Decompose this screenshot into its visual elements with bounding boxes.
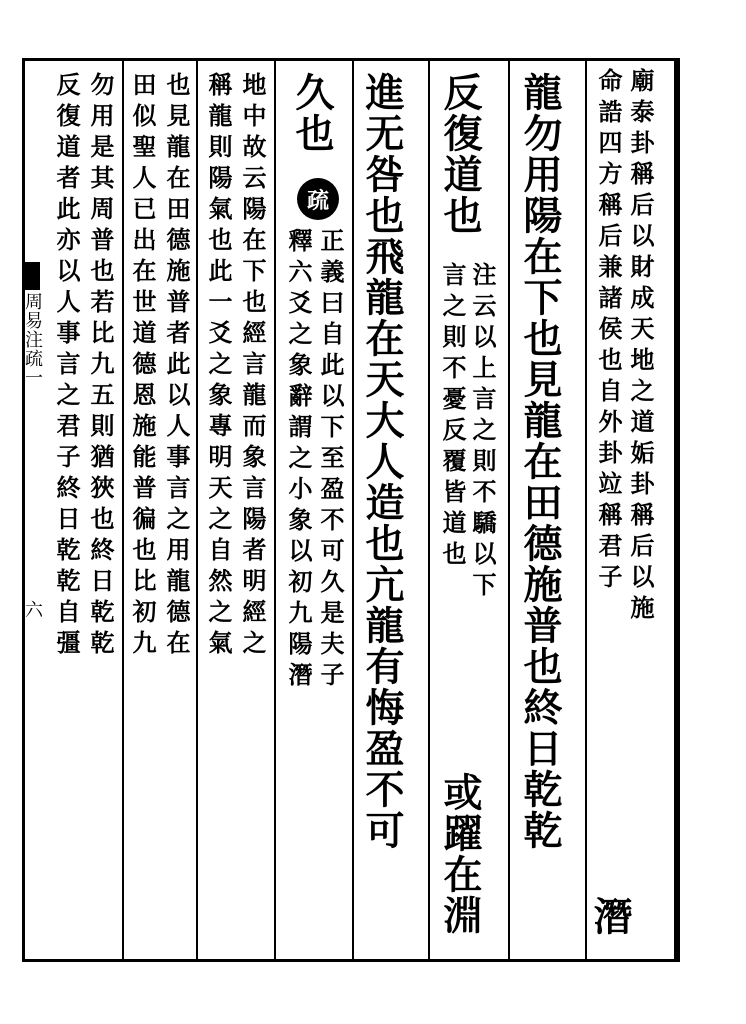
column-rule [508, 60, 510, 960]
note-line: 釋六爻之象辭謂之小象以初九陽潛 [284, 228, 313, 693]
column-rule [122, 60, 124, 960]
column-rule [196, 60, 198, 960]
main-text: 久也 [289, 72, 335, 154]
column-rule [352, 60, 354, 960]
column-rule [585, 60, 587, 960]
commentary-line: 也見龍在田德施普者此以人事言之用龍德在 [162, 72, 191, 661]
note-line: 廟泰卦稱后以財成天地之道姤卦稱后以施 [626, 68, 655, 626]
margin-left-border [22, 58, 25, 962]
commentary-mark: 疏 [297, 178, 339, 220]
commentary-line: 地中故云陽在下也經言龍而象言陽者明經之 [238, 72, 267, 661]
main-text: 龍勿用陽在下也見龍在田德施普也終日乾乾 [517, 72, 563, 851]
main-text: 潛 [587, 896, 633, 937]
main-text: 進无咎也飛龍在天大人造也亢龍有悔盈不可 [359, 72, 405, 851]
note-line: 正義曰自此以下至盈不可久是夫子 [316, 228, 345, 693]
margin-bottom-border [22, 959, 52, 962]
column-rule [428, 60, 430, 960]
column-rule [274, 60, 276, 960]
note-line: 注云以上言之則不驕以下 [468, 262, 497, 603]
main-text: 反復道也 [437, 72, 483, 236]
commentary-line: 田似聖人已出在世道德恩施能普徧也比初九 [128, 72, 157, 661]
commentary-line: 稱龍則陽氣也此一爻之象專明天之自然之氣 [204, 72, 233, 661]
main-text: 或躍在淵 [437, 772, 483, 936]
margin-top-border [22, 58, 52, 61]
commentary-line: 勿用是其周普也若比九五則猶狹也終日乾乾 [86, 72, 115, 661]
note-line: 言之則不憂反覆皆道也 [438, 262, 467, 572]
margin-page-number: 六 [22, 600, 43, 618]
fish-tail-mark [22, 262, 40, 290]
margin-title: 周易注疏一 [22, 292, 43, 387]
commentary-line: 反復道者此亦以人事言之君子終日乾乾自彊 [52, 72, 81, 661]
note-line: 命誥四方稱后兼諸侯也自外卦竝稱君子 [594, 68, 623, 595]
